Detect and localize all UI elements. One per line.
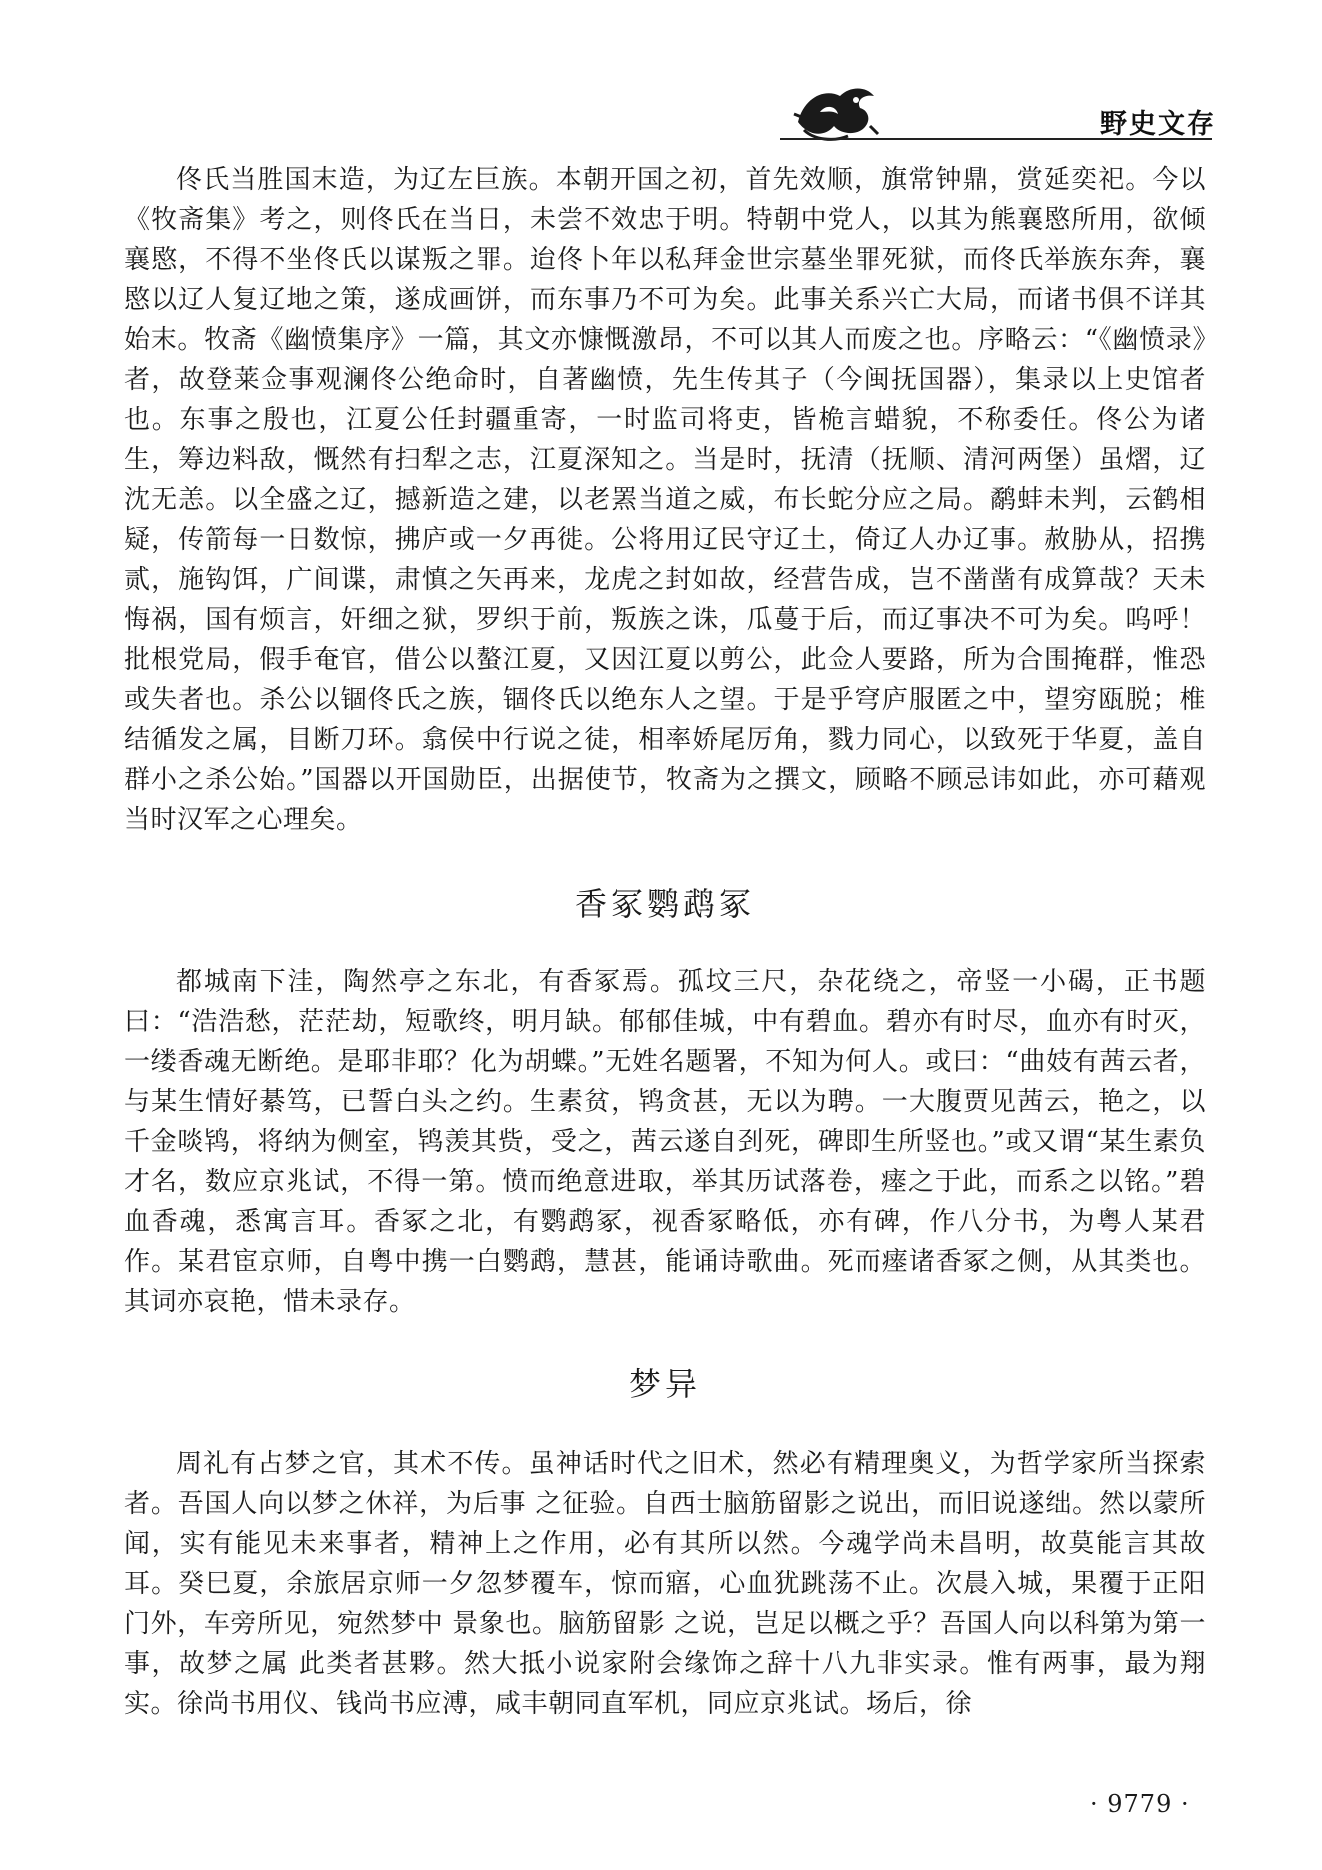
section-title: 梦异 [628, 1365, 701, 1403]
header-rule [780, 138, 1212, 140]
body-paragraph: 都城南下洼，陶然亭之东北，有香冢焉。孤坟三尺，杂花绕之，帝竖一小碣，正书题曰：“浩浩愁，茫茫劫，短歌终，明月缺。郁郁佳城，中有碧血。碧亦有时尽，血亦有时灭，一缕香魂无断绝。是耶非耶？化为胡蝶。”无姓名题署，不知为何人。或曰：“曲妓有茜云者，与某生情好綦笃，已誓白头之约。生素贫，鸨贪甚，无以为聘。一大腹贾见茜云，艳之，以千金啖鸨，将纳为侧室，鸨羡其赀，受之，茜云遂自刭死，碑即生所竖也。”或又谓“某生素负才名，数应京兆试，不得一第。愤而绝意进取，举其历试落卷，瘗之于此，而系之以铭。”碧血香魂，悉寓言耳。香冢之北，有鹦鹉冢，视香冢略低，亦有碑，作八分书，为粤人某君作。某君宦京师，自粤中携一白鹦鹉，慧甚，能诵诗歌曲。死而瘗诸香冢之侧，从其类也。其词亦哀艳，惜未录存。 [124, 967, 1206, 1317]
page-header [0, 0, 1322, 150]
dragon-emblem-icon [790, 78, 880, 144]
body-paragraph: 佟氏当胜国末造，为辽左巨族。本朝开国之初，首先效顺，旗常钟鼎，赏延奕祀。今以《牧斋集》考之，则佟氏在当日，未尝不效忠于明。特朝中党人，以其为熊襄愍所用，欲倾襄愍，不得不坐佟氏以谋叛之罪。迨佟卜年以私拜金世宗墓坐罪死狱，而佟氏举族东奔，襄愍以辽人复辽地之策，遂成画饼，而东事乃不可为矣。此事关系兴亡大局，而诸书俱不详其始末。牧斋《幽愤集序》一篇，其文亦慷慨激昂，不可以其人而废之也。序略云：“《幽愤录》者，故登莱佥事观澜佟公绝命时，自著幽愤，先生传其子（今闽抚国器），集录以上史馆者也。东事之殷也，江夏公任封疆重寄，一时监司将吏，皆桅言蜡貌，不称委任。佟公为诸生，筹边料敌，慨然有扫犁之志，江夏深知之。当是时，抚清（抚顺、清河两堡）虽熠，辽沈无恙。以全盛之辽，撼新造之建，以老罴当道之威，布长蛇分应之局。鹬蚌未判，云鹤相疑，传箭每一日数惊，拂庐或一夕再徙。公将用辽民守辽土，倚辽人办辽事。赦胁从，招携贰，施钩饵，广间谍，肃慎之矢再来，龙虎之封如故，经营告成，岂不凿凿有成算哉？天未悔祸，国有烦言，奸细之狱，罗织于前，叛族之诛，瓜蔓于后，而辽事决不可为矣。呜呼！批根党局，假手奄官，借公以螯江夏，又因江夏以剪公，此佥人要路，所为合围掩群，惟恐或失者也。杀公以锢佟氏之族，锢佟氏以绝东人之望。于是乎穹庐服匿之中，望穷瓯脱；椎结循发之属，目断刀环。翕侯中行说之徒，相率娇尾厉角，戮力同心，以致死于华夏，盖自群小之杀公始。”国器以开国勋臣，出据使节，牧斋为之撰文，顾略不顾忌讳如此，亦可藉观当时汉军之心理矣。 [124, 165, 1206, 835]
page-number: · 9779 · [1090, 1790, 1190, 1818]
body-paragraph: 周礼有占梦之官，其术不传。虽神话时代之旧术，然必有精理奥义，为哲学家所当探索者。吾国人向以梦之休祥，为后事 之征验。自西士脑筋留影之说出，而旧说遂绌。然以蒙所闻，实有能见未来事者，精神上之作用，必有其所以然。今魂学尚未昌明，故莫能言其故耳。癸巳夏，余旅居京师一夕忽梦覆车，惊而寤，心血犹跳荡不止。次晨入城，果覆于正阳门外，车旁所见，宛然梦中 景象也。脑筋留影 之说，岂足以概之乎？吾国人向以科第为第一事，故梦之属 此类者甚夥。然大抵小说家附会缘饰之辞十八九非实录。惟有两事，最为翔实。徐尚书用仪、钱尚书应溥，咸丰朝同直军机，同应京兆试。场后，徐 [124, 1449, 1206, 1719]
section-title: 香冢鹦鹉冢 [574, 885, 755, 923]
header-title: 野史文存 [1100, 109, 1216, 140]
page-body [124, 160, 1206, 1724]
